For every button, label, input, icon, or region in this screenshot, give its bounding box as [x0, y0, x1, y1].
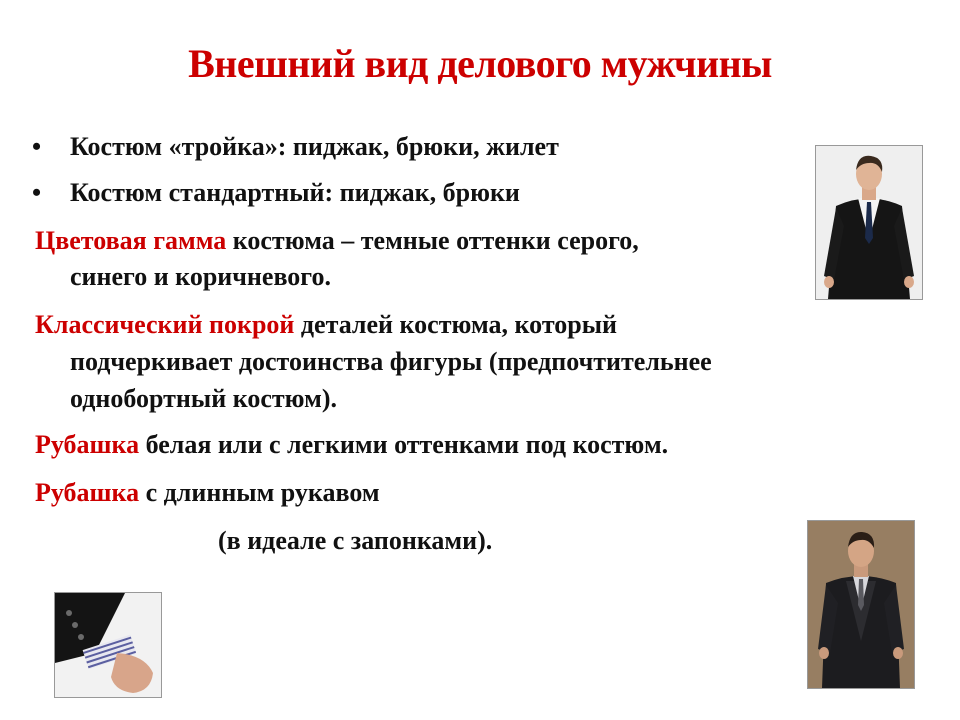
paragraph-text: с длинным рукавом: [139, 478, 380, 507]
paragraph-text: белая или с легкими оттенками под костюм.: [139, 430, 669, 459]
paragraph-highlight: Цветовая гамма: [35, 226, 227, 255]
paragraph-shirt-sleeve: [35, 478, 380, 508]
paragraph-highlight: Классический покрой: [35, 310, 295, 339]
paragraph-continuation: подчеркивает достоинства фигуры (предпочтительнее: [70, 347, 712, 376]
paragraph-text: костюма – темные оттенки серого,: [226, 226, 639, 255]
paragraph-text: деталей костюма, который: [294, 310, 617, 339]
shirt-cuff-with-cufflink-photo: [54, 592, 162, 698]
bullet-item-three-piece: Костюм «тройка»: пиджак, брюки, жилет: [70, 132, 559, 161]
paragraph-highlight: Рубашка: [35, 478, 140, 507]
slide-title: Внешний вид делового мужчины: [188, 41, 772, 86]
bullet-marker: •: [32, 132, 42, 161]
bullet-marker: •: [32, 178, 42, 207]
man-in-three-piece-suit-photo: [807, 520, 915, 689]
paragraph-shirt-color: [35, 430, 668, 460]
paragraph-classic-cut: [35, 310, 617, 340]
paragraph-highlight: Рубашка: [35, 430, 140, 459]
paragraph-continuation: однобортный костюм).: [70, 384, 338, 413]
paragraph-color-range: [35, 226, 639, 256]
paragraph-continuation: синего и коричневого.: [70, 262, 331, 291]
bullet-item-standard: Костюм стандартный: пиджак, брюки: [70, 178, 520, 207]
man-in-black-suit-photo: [815, 145, 923, 300]
paragraph-continuation: (в идеале с запонками).: [218, 526, 493, 555]
